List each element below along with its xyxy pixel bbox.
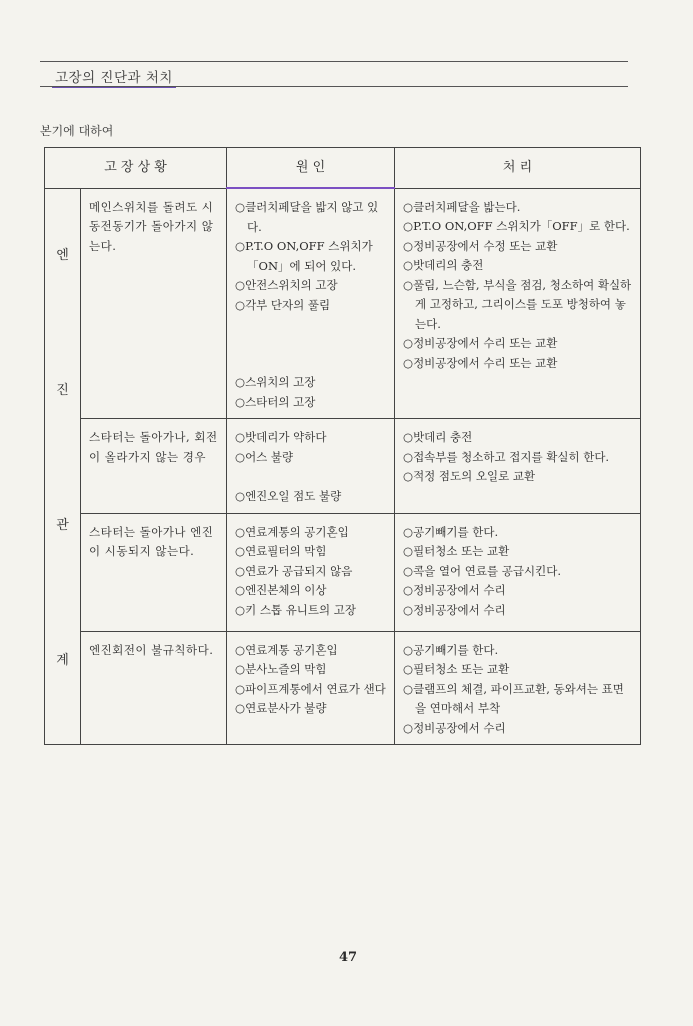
bullet-icon: ○ <box>403 199 414 214</box>
list-item <box>403 562 632 582</box>
header-rule-bottom <box>40 86 628 87</box>
item-text: P.T.O ON,OFF 스위치가「ON」에 되어 있다. <box>245 239 373 273</box>
list-item <box>235 542 386 562</box>
list-item <box>235 237 386 276</box>
list-item <box>403 448 632 468</box>
list-item <box>403 467 632 487</box>
action-cell <box>395 188 641 419</box>
item-text: 스위치의 고장 <box>245 375 316 389</box>
item-text: 파이프계통에서 연료가 샌다 <box>245 681 386 696</box>
header-symptom <box>45 148 227 189</box>
spacer <box>235 315 386 373</box>
header-cause-label: 원 인 <box>295 159 326 175</box>
item-text: 필터청소 또는 교환 <box>413 662 510 676</box>
item-text: 정비공장에서 수리 <box>413 583 506 597</box>
category-char: 계 <box>56 653 69 669</box>
bullet-icon: ○ <box>235 524 246 539</box>
category-char: 엔 <box>56 248 69 264</box>
list-item <box>235 581 386 601</box>
bullet-icon: ○ <box>403 720 414 735</box>
bullet-icon: ○ <box>403 642 414 657</box>
bullet-icon: ○ <box>403 469 414 483</box>
bullet-icon: ○ <box>235 563 246 578</box>
bullet-icon: ○ <box>235 701 246 715</box>
bullet-icon: ○ <box>403 277 414 292</box>
category-cell <box>45 188 81 745</box>
list-item <box>403 601 632 621</box>
list-item <box>403 334 632 354</box>
list-item <box>235 641 386 661</box>
item-text: 정비공장에서 수리 또는 교환 <box>413 355 558 370</box>
bullet-icon: ○ <box>235 394 246 409</box>
bullet-icon: ○ <box>403 524 414 539</box>
category-char: 관 <box>56 518 69 534</box>
bullet-icon: ○ <box>403 219 414 233</box>
table-header-row <box>45 148 641 189</box>
table-row <box>45 188 641 419</box>
cause-cell <box>227 188 395 419</box>
category-label <box>45 189 80 729</box>
bullet-icon: ○ <box>403 662 414 676</box>
action-cell <box>395 419 641 514</box>
symptom-text: 메인스위치를 돌려도 시동전동기가 돌아가지 않는다. <box>89 199 214 253</box>
list-item <box>403 581 632 601</box>
list-item <box>235 660 386 680</box>
symptom-text: 스타터는 돌아가나, 회전이 올라가지 않는 경우 <box>89 430 218 464</box>
item-text: 정비공장에서 수리 또는 교환 <box>413 336 558 350</box>
item-text: 연료분사가 불량 <box>245 701 327 715</box>
symptom-cell <box>81 631 227 745</box>
list-item <box>403 276 632 335</box>
spacer <box>235 467 386 487</box>
list-item <box>403 660 632 680</box>
list-item <box>403 256 632 276</box>
page-number: 47 <box>339 950 358 965</box>
bullet-icon: ○ <box>235 662 246 676</box>
bullet-icon: ○ <box>403 355 414 370</box>
list-item <box>235 562 386 582</box>
list-item <box>235 487 386 507</box>
table-row <box>45 513 641 631</box>
list-item <box>403 680 632 719</box>
header-action <box>395 148 641 189</box>
list-item <box>403 542 632 562</box>
bullet-icon: ○ <box>235 544 246 558</box>
list-item <box>235 428 386 448</box>
item-text: 키 스톱 유니트의 고장 <box>245 602 357 617</box>
item-text: 스타터의 고장 <box>245 394 316 409</box>
bullet-icon: ○ <box>403 258 414 272</box>
action-list <box>395 189 640 380</box>
list-item <box>403 354 632 374</box>
category-char: 진 <box>56 383 69 399</box>
item-text: 공기빼기를 한다. <box>413 642 499 657</box>
list-item <box>403 719 632 739</box>
symptom-cell <box>81 419 227 514</box>
action-list <box>395 632 640 745</box>
bullet-icon: ○ <box>235 278 246 292</box>
cause-list <box>227 514 394 627</box>
item-text: 연료계통 공기혼입 <box>245 642 338 657</box>
list-item <box>235 699 386 719</box>
list-item <box>235 523 386 543</box>
item-text: 콕을 열어 연료를 공급시킨다. <box>413 563 561 578</box>
cause-cell <box>227 631 395 745</box>
cause-list <box>227 419 394 513</box>
item-text: 엔진본체의 이상 <box>245 583 327 597</box>
item-text: P.T.O ON,OFF 스위치가「OFF」로 한다. <box>413 219 630 233</box>
table-row <box>45 631 641 745</box>
item-text: 적정 점도의 오일로 교환 <box>413 469 536 483</box>
item-text: 필터청소 또는 교환 <box>413 544 510 558</box>
list-item <box>235 448 386 468</box>
list-item <box>235 393 386 413</box>
symptom-cell <box>81 513 227 631</box>
page-title: 고장의 진단과 처치 <box>52 66 176 88</box>
symptom-text: 스타터는 돌아가나 엔진이 시동되지 않는다. <box>89 524 214 558</box>
list-item <box>235 198 386 237</box>
action-list <box>395 514 640 627</box>
bullet-icon: ○ <box>235 200 246 214</box>
item-text: 클러치페달을 밟지 않고 있다. <box>245 200 379 234</box>
bullet-icon: ○ <box>235 375 246 389</box>
bullet-icon: ○ <box>403 544 414 558</box>
item-text: 정비공장에서 수정 또는 교환 <box>413 238 558 253</box>
bullet-icon: ○ <box>403 336 414 350</box>
header-action-label: 처 리 <box>502 160 533 175</box>
bullet-icon: ○ <box>235 430 246 444</box>
item-text: 정비공장에서 수리 <box>413 720 506 735</box>
cause-cell <box>227 513 395 631</box>
item-text: 공기빼기를 한다. <box>413 524 499 539</box>
list-item <box>235 680 386 700</box>
item-text: 연료계통의 공기혼입 <box>245 524 349 539</box>
item-text: 분사노즐의 막힘 <box>245 662 327 676</box>
action-cell <box>395 631 641 745</box>
bullet-icon: ○ <box>235 297 246 312</box>
bullet-icon: ○ <box>403 449 414 464</box>
table-row <box>45 419 641 514</box>
bullet-icon: ○ <box>235 681 246 696</box>
action-list <box>395 419 640 493</box>
bullet-icon: ○ <box>403 681 414 696</box>
bullet-icon: ○ <box>403 238 414 253</box>
bullet-icon: ○ <box>235 239 246 253</box>
item-text: 클러치페달을 밟는다. <box>413 199 521 214</box>
bullet-icon: ○ <box>235 642 246 657</box>
header-symptom-label: 고 장 상 황 <box>104 160 167 175</box>
bullet-icon: ○ <box>403 430 414 444</box>
list-item <box>235 276 386 296</box>
bullet-icon: ○ <box>235 583 246 597</box>
symptom-text: 엔진회전이 불규칙하다. <box>89 642 214 657</box>
header-cause <box>227 148 395 189</box>
symptom-cell <box>81 188 227 419</box>
list-item <box>403 641 632 661</box>
bullet-icon: ○ <box>403 563 414 578</box>
list-item <box>403 237 632 257</box>
list-item <box>403 523 632 543</box>
item-text: 각부 단자의 풀림 <box>245 297 331 312</box>
cause-list <box>227 189 394 418</box>
item-text: 연료필터의 막힘 <box>245 544 327 558</box>
bullet-icon: ○ <box>235 449 246 464</box>
action-cell <box>395 513 641 631</box>
list-item <box>403 198 632 218</box>
bullet-icon: ○ <box>403 602 414 617</box>
item-text: 접속부를 청소하고 접지를 확실히 한다. <box>413 449 610 464</box>
list-item <box>235 296 386 316</box>
item-text: 풀림, 느슨함, 부식을 점검, 청소하여 확실하게 고정하고, 그리이스를 도포 방청하여 놓는다. <box>413 277 632 331</box>
item-text: 안전스위치의 고장 <box>245 278 338 292</box>
item-text: 어스 불량 <box>245 449 294 464</box>
item-text: 엔진오일 점도 불량 <box>245 489 342 503</box>
item-text: 밧데리 충전 <box>413 430 473 444</box>
item-text: 정비공장에서 수리 <box>413 602 506 617</box>
bullet-icon: ○ <box>235 489 246 503</box>
list-item <box>235 601 386 621</box>
cause-cell <box>227 419 395 514</box>
cause-list <box>227 632 394 725</box>
list-item <box>403 428 632 448</box>
header-rule-top <box>40 61 628 62</box>
list-item <box>403 217 632 237</box>
item-text: 밧데리가 약하다 <box>245 430 327 444</box>
item-text: 클램프의 체결, 파이프교환, 동와셔는 표면을 연마해서 부착 <box>413 681 624 715</box>
item-text: 밧데리의 충전 <box>413 258 484 272</box>
item-text: 연료가 공급되지 않음 <box>245 563 353 578</box>
bullet-icon: ○ <box>403 583 414 597</box>
list-item <box>235 373 386 393</box>
bullet-icon: ○ <box>235 602 246 617</box>
troubleshooting-table <box>44 147 641 745</box>
section-label: 본기에 대하여 <box>40 124 114 138</box>
